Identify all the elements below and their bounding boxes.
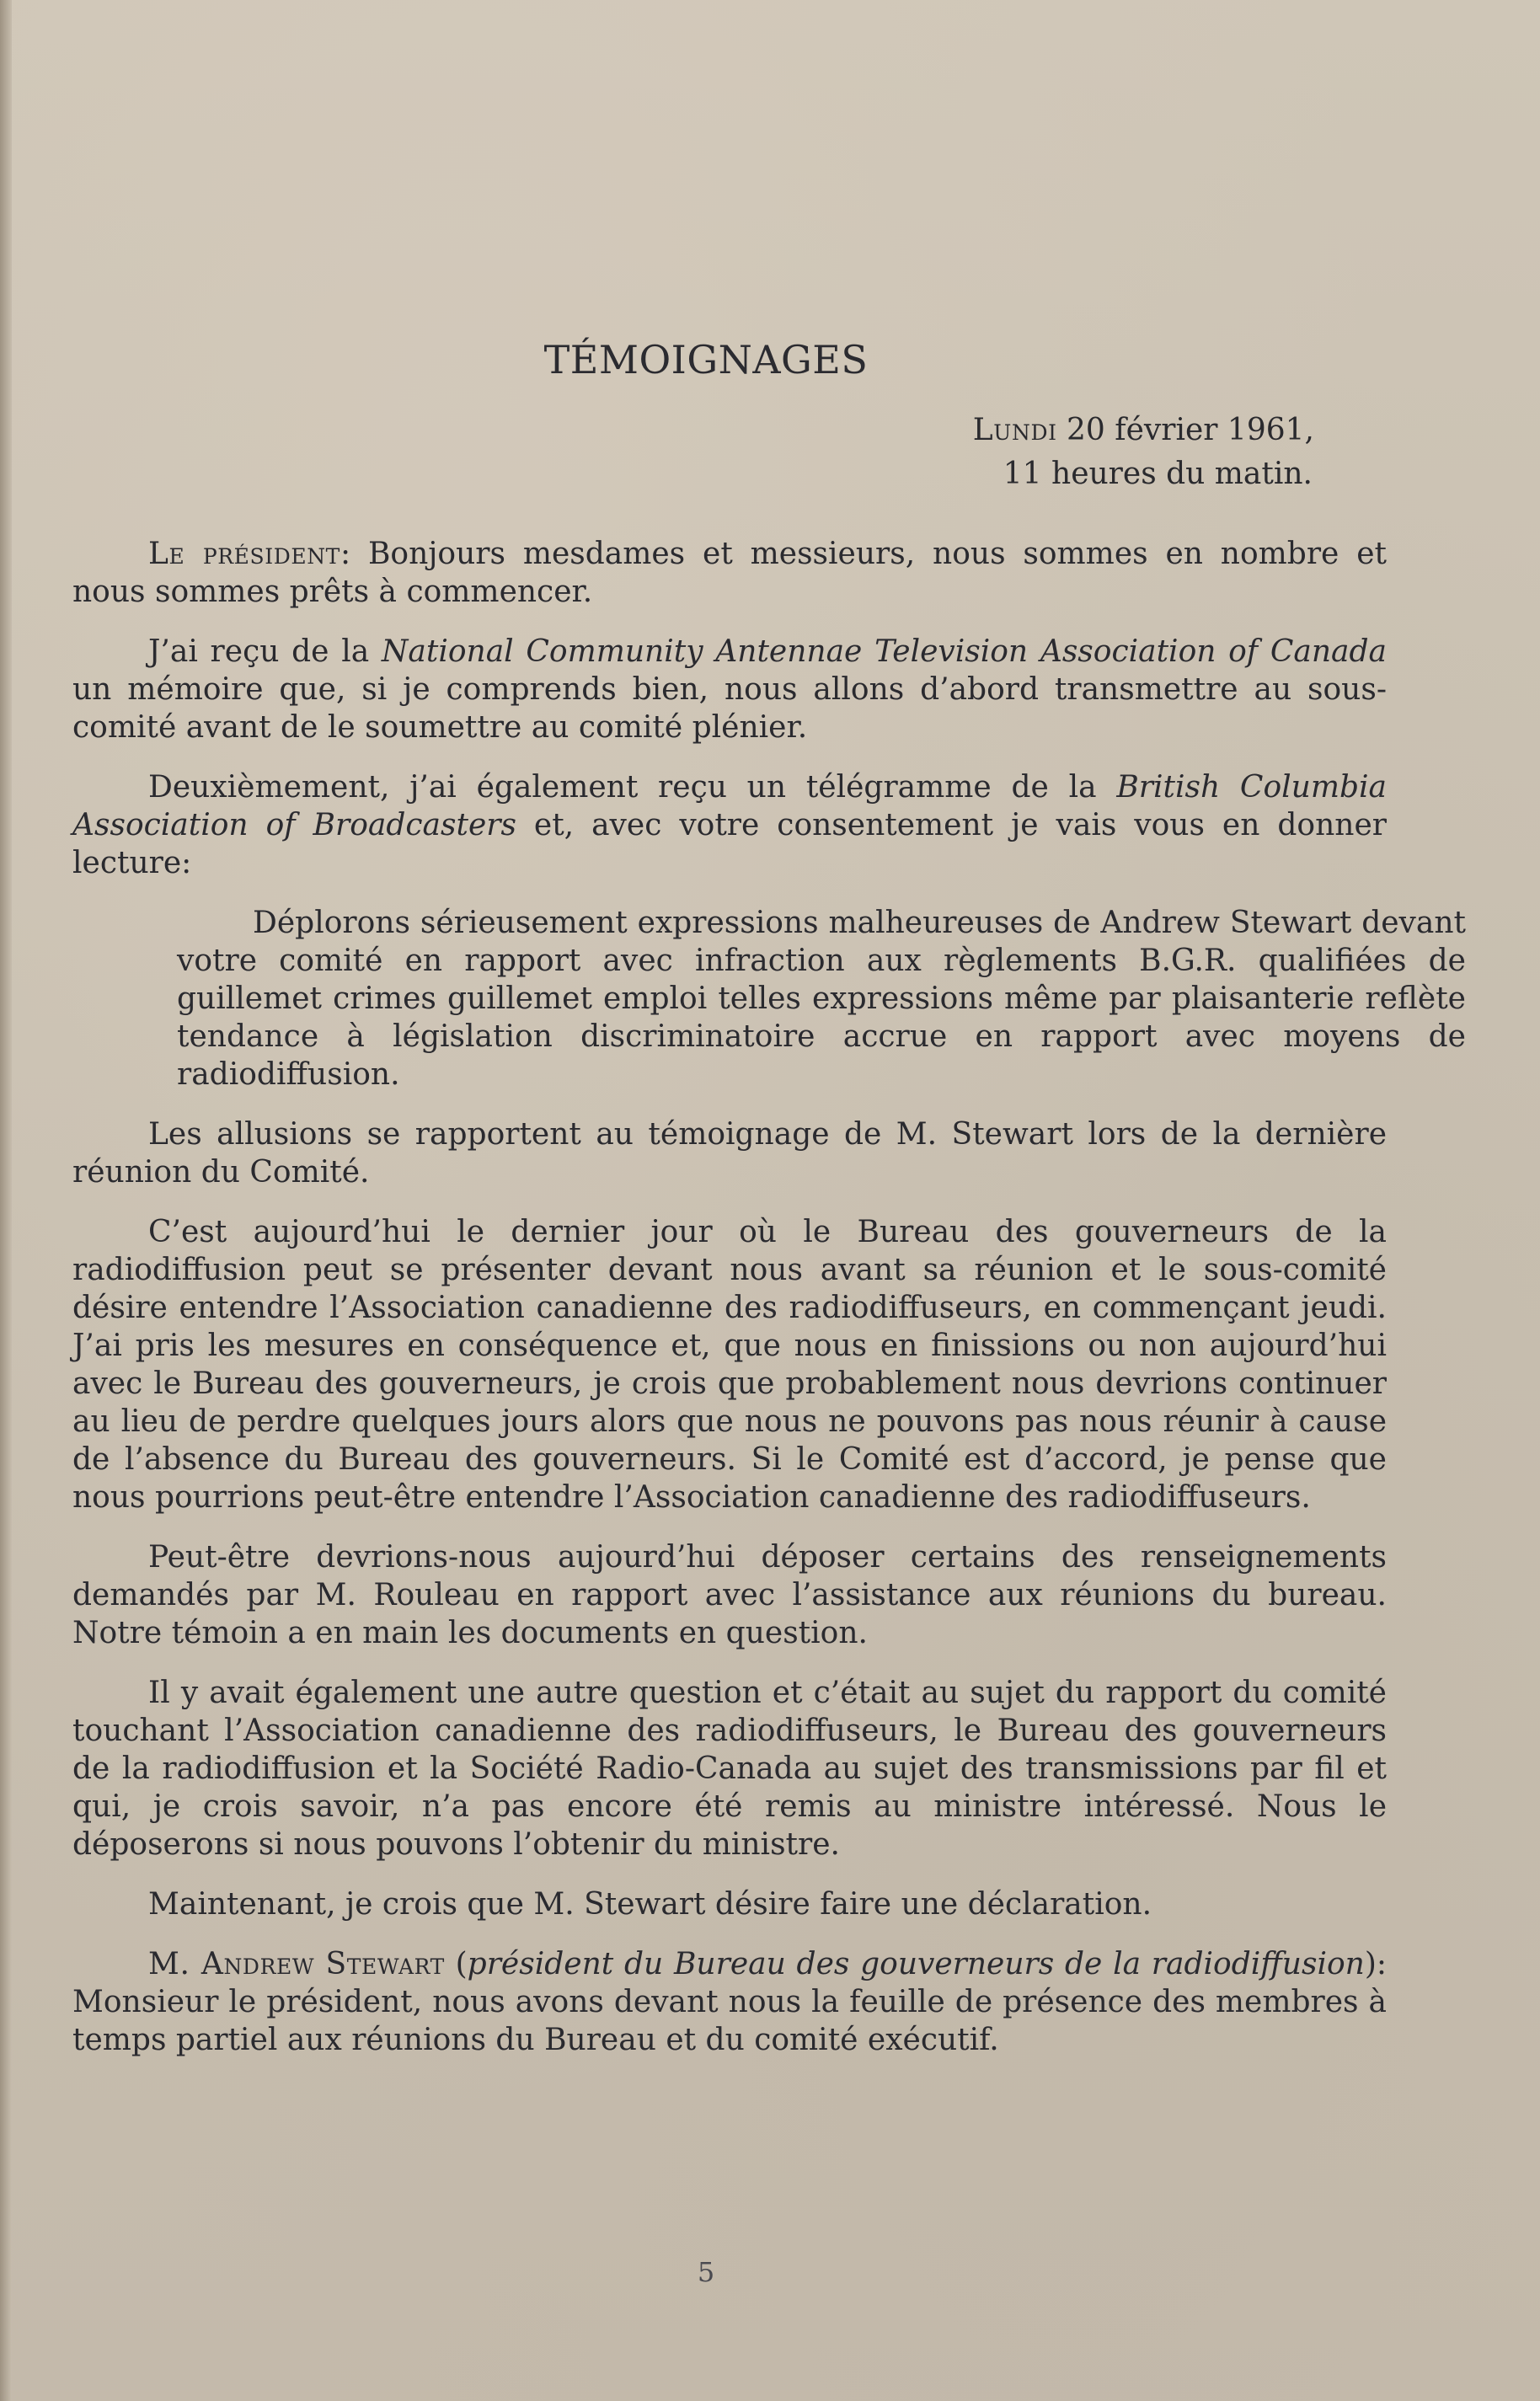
date-block <box>922 409 1314 496</box>
paragraph-2-lead: J’ai reçu de la <box>148 634 382 669</box>
day-label: Lundi <box>972 413 1057 447</box>
paragraph-5: C’est aujourd’hui le dernier jour où le Bureau des gouverneurs de la radiodiffusion peut se présenter devant nous avant sa réunion et le sous-comité désire entendre l’Association canadienne des radiodiffuseurs, en commençant jeudi. J’ai pris les mesures en conséquence et, que nous en finissions ou non aujourd’hui avec le Bureau des gouverneurs, je crois que probablement nous devrions continuer au lieu de perdre quelques jours alors que nous ne pouvons pas nous réunir à cause de l’absence du Bureau des gouverneurs. Si le Comité est d’accord, je pense que nous pourrions peut-être entendre l’Association canadienne des radiodiffuseurs. <box>72 1215 1387 1515</box>
paragraph-3-tail: et, avec votre consentement je vais vous en donner lecture: <box>72 808 1387 880</box>
paragraph-3 <box>72 768 1387 882</box>
speaker-president: Le président <box>148 537 340 571</box>
paragraph-2-tail: un mémoire que, si je comprends bien, nous allons d’abord transmettre au sous-comité avant de le soumettre au comité plénier. <box>72 672 1387 745</box>
page-number: 5 <box>697 2256 715 2288</box>
paragraph-9: M. Andrew Stewart (président du Bureau des gouverneurs de la radiodiffusion): Monsieur le président, nous avons devant nous la feuille de présence des membres à temps partiel aux réunions du Bureau et du comité exécutif. <box>72 1947 1387 2057</box>
paragraph-9-text: : Monsieur le président, nous avons devant nous la feuille de présence des membres à temps partiel aux réunions du Bureau et du comité exécutif. <box>72 1947 1387 2057</box>
paragraph-7: Il y avait également une autre question et c’était au sujet du rapport du comité touchant l’Association canadienne des radiodiffuseurs, le Bureau des gouverneurs de la radiodiffusion et la Société Radio-Canada au sujet des transmissions par fil et qui, je crois savoir, n’a pas encore été remis au ministre intéressé. Nous le déposerons si nous pouvons l’obtenir du ministre. <box>72 1676 1387 1862</box>
paragraph-1-text: : Bonjours mesdames et messieurs, nous sommes en nombre et nous sommes prêts à commencer. <box>72 537 1387 609</box>
telegram-quote: Déplorons sérieusement expressions malheureuses de Andrew Stewart devant votre comité en rapport avec infraction aux règlements B.G.R. qualifiées de guillemet crimes guillemet emploi telles expressions même par plaisanterie reflète tendance à législation discriminatoire accrue en rapport avec moyens de radiodiffusion. <box>177 906 1466 1092</box>
paragraph-6: Peut-être devrions-nous aujourd’hui déposer certains des renseignements demandés par M. Rouleau en rapport avec l’assistance aux réunions du bureau. Notre témoin a en main les documents en question. <box>72 1540 1387 1650</box>
organization-name: National Community Antennae Television Association of Canada <box>381 634 1388 669</box>
date-text: 20 février 1961, <box>1067 413 1314 447</box>
organization-name: British Columbia Association of Broadcasters <box>72 770 1388 842</box>
time-line: 11 heures du matin. <box>1003 457 1313 491</box>
speaker-role: président du Bureau des gouverneurs de la radiodiffusion <box>467 1947 1365 1981</box>
paragraph-8: Maintenant, je crois que M. Stewart désire faire une déclaration. <box>148 1887 1152 1922</box>
paragraph-2 <box>72 633 1387 746</box>
document-body <box>72 535 1466 2081</box>
paragraph-3-lead: Deuxièmement, j’ai également reçu un télégramme de la <box>148 770 1117 805</box>
speaker-stewart: M. Andrew Stewart <box>148 1947 445 1981</box>
paragraph-1 <box>72 535 1387 611</box>
paragraph-4: Les allusions se rapportent au témoignage de M. Stewart lors de la dernière réunion du Comité. <box>72 1117 1387 1190</box>
date-line <box>922 409 1314 452</box>
page-title: TÉMOIGNAGES <box>543 337 869 382</box>
